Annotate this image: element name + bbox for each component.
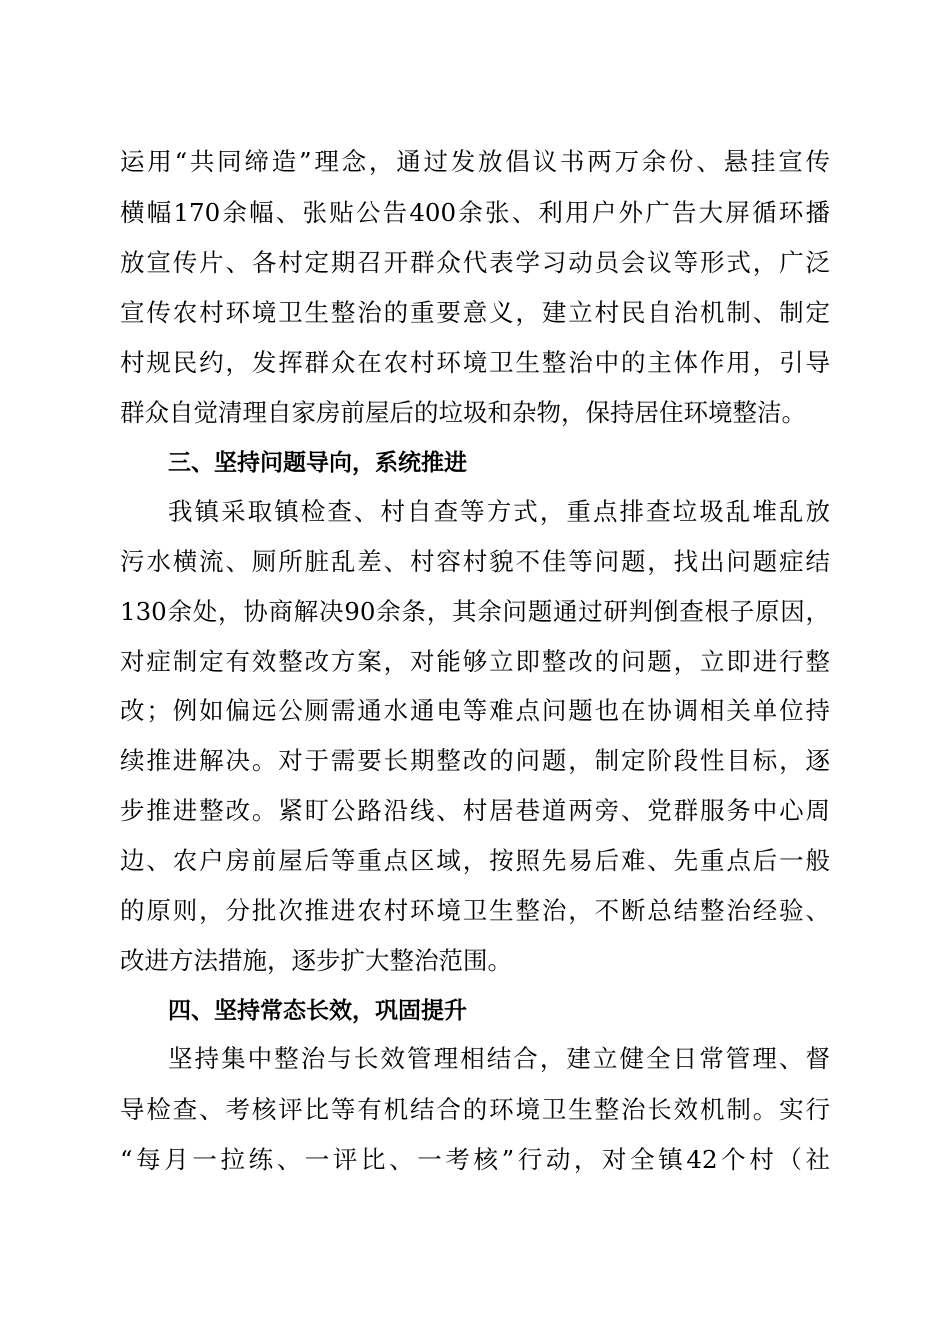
paragraph-1-line-5: 村规民约，发挥群众在农村环境卫生整治中的主体作用，引导 <box>120 348 830 377</box>
paragraph-2-line-4: 对症制定有效整改方案，对能够立即整改的问题，立即进行整 <box>120 647 830 676</box>
paragraph-2-line-10: 改进方法措施，逐步扩大整治范围。 <box>120 946 512 975</box>
paragraph-2-line-7: 步推进整改。紧盯公路沿线、村居巷道两旁、党群服务中心周 <box>120 796 830 825</box>
paragraph-2-line-2: 污水横流、厕所脏乱差、村容村貌不佳等问题，找出问题症结 <box>120 547 830 576</box>
paragraph-2-line-5: 改；例如偏远公厕需通水通电等难点问题也在协调相关单位持 <box>120 696 830 725</box>
paragraph-2-line-8: 边、农户房前屋后等重点区域，按照先易后难、先重点后一般 <box>120 846 830 875</box>
section-heading-3: 三、坚持问题导向，系统推进 <box>168 450 467 476</box>
paragraph-2-line-1: 我镇采取镇检查、村自查等方式，重点排查垃圾乱堆乱放 <box>168 497 830 526</box>
paragraph-1-line-3: 放宣传片、各村定期召开群众代表学习动员会议等形式，广泛 <box>120 248 830 277</box>
paragraph-1-line-6: 群众自觉清理自家房前屋后的垃圾和杂物，保持居住环境整洁。 <box>120 398 806 427</box>
section-heading-4: 四、坚持常态长效，巩固提升 <box>168 998 467 1024</box>
paragraph-3-line-3: “每月一拉练、一评比、一考核”行动，对全镇42个村（社 <box>120 1145 830 1174</box>
paragraph-1-line-4: 宣传农村环境卫生整治的重要意义，建立村民自治机制、制定 <box>120 298 830 327</box>
paragraph-3-line-1: 坚持集中整治与长效管理相结合，建立健全日常管理、督 <box>168 1044 830 1073</box>
paragraph-2-line-6: 续推进解决。对于需要长期整改的问题，制定阶段性目标，逐 <box>120 746 830 775</box>
paragraph-1-line-1: 运用“共同缔造”理念，通过发放倡议书两万余份、悬挂宣传 <box>120 147 830 176</box>
paragraph-2-line-3: 130余处，协商解决90余条，其余问题通过研判倒查根子原因， <box>120 597 830 626</box>
paragraph-1-line-2: 横幅170余幅、张贴公告400余张、利用户外广告大屏循环播 <box>120 198 830 227</box>
paragraph-3-line-2: 导检查、考核评比等有机结合的环境卫生整治长效机制。实行 <box>120 1095 830 1124</box>
paragraph-2-line-9: 的原则，分批次推进农村环境卫生整治，不断总结整治经验、 <box>120 896 830 925</box>
